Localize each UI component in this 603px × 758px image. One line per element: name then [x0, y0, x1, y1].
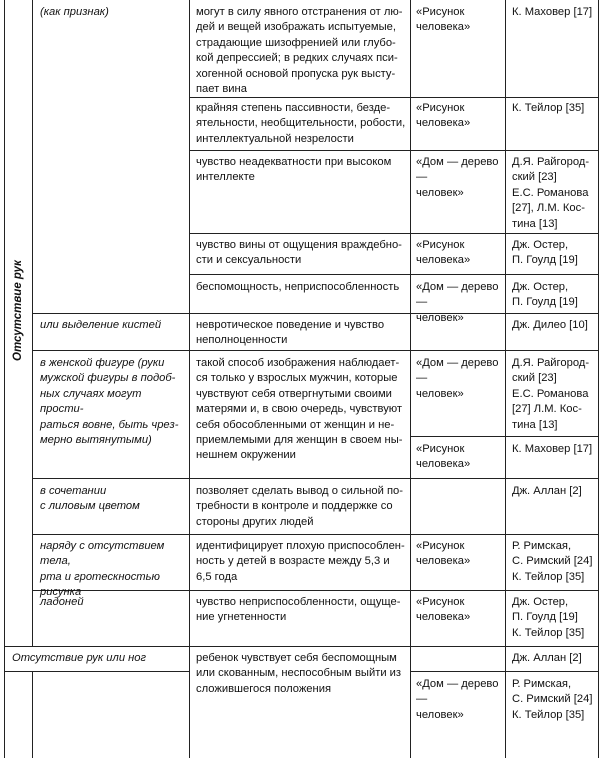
author-cell: Дж. Аллан [2] [512, 652, 582, 664]
table-border-feature [189, 0, 190, 758]
author-cell: Дж. Остер, П. Гоулд [19] [512, 281, 578, 309]
row-divider [4, 646, 599, 647]
feature-cell: (как признак) [40, 6, 109, 18]
row-divider [32, 350, 599, 351]
author-cell: Дж. Аллан [2] [512, 485, 582, 497]
author-cell: Р. Римская, С. Римский [24] К. Тейлор [35] [512, 540, 593, 583]
meaning-cell: крайняя степень пассивности, безде- ятельности, необщительности, робости, интеллектуальной незрелости [196, 102, 406, 145]
author-cell: Дж. Остер, П. Гоулд [19] К. Тейлор [35] [512, 596, 585, 639]
row-divider [189, 274, 599, 275]
test-cell: «Рисунок человека» [416, 443, 471, 471]
row-divider [189, 233, 599, 234]
author-cell: Д.Я. Райгород- ский [23] Е.С. Романова [27], Л.М. Кос- тина [13] [512, 156, 590, 230]
row-divider [32, 313, 599, 314]
meaning-cell: беспомощность, неприспособленность [196, 281, 400, 293]
meaning-cell: ребенок чувствует себя беспомощным или скованным, неспособным выйти из сложившегося положения [196, 652, 402, 695]
author-cell: К. Маховер [17] [512, 6, 593, 18]
test-cell: «Дом — дерево — человек» [416, 678, 499, 721]
meaning-cell: невротическое поведение и чувство неполноценности [196, 319, 385, 347]
feature-cell: в сочетании с лиловым цветом [40, 485, 140, 513]
meaning-cell: чувство вины от ощущения враждебно- сти и сексуальности [196, 239, 402, 267]
row-divider [32, 478, 599, 479]
row-divider [32, 534, 599, 535]
test-cell: «Дом — дерево — человек» [416, 156, 499, 199]
author-cell: Дж. Остер, П. Гоулд [19] [512, 239, 578, 267]
test-cell: «Рисунок человека» [416, 540, 471, 568]
meaning-cell: идентифицирует плохую приспособлен- ность у детей в возрасте между 5,3 и 6,5 года [196, 540, 405, 583]
test-cell: «Рисунок человека» [416, 596, 471, 624]
feature-cell: Отсутствие рук или ног [12, 652, 147, 664]
side-label: Отсутствие рук [12, 260, 24, 361]
table-border-side-label-lower [32, 671, 33, 758]
table-border-side-label [32, 0, 33, 647]
row-divider [410, 671, 599, 672]
feature-cell: ладоней [40, 596, 84, 608]
author-cell: Дж. Дилео [10] [512, 319, 588, 331]
author-cell: К. Маховер [17] [512, 443, 593, 455]
test-cell: «Дом — дерево — человек» [416, 281, 499, 324]
meaning-cell: чувство неадекватности при высоком интеллекте [196, 156, 392, 184]
table-border-test [505, 0, 506, 758]
author-cell: К. Тейлор [35] [512, 102, 585, 114]
table-border-right [598, 0, 599, 758]
row-divider [4, 671, 189, 672]
author-cell: Р. Римская, С. Римский [24] К. Тейлор [35] [512, 678, 593, 721]
test-cell: «Рисунок человека» [416, 6, 471, 34]
meaning-cell: чувство неприспособленности, ощуще- ние угнетенности [196, 596, 401, 624]
feature-cell: наряду с отсутствием тела, рта и гротескностью рисунка [40, 540, 165, 599]
test-cell: «Рисунок человека» [416, 239, 471, 267]
row-divider [410, 436, 599, 437]
row-divider [189, 150, 599, 151]
feature-cell: в женской фигуре (руки мужской фигуры в подоб- ных случаях могут прости- раться вовне, быть чрез- мерно вытянутыми) [40, 357, 179, 447]
feature-cell: или выделение кистей [40, 319, 162, 331]
table-border-meaning [410, 0, 411, 758]
test-cell: «Дом — дерево — человек» [416, 357, 499, 400]
test-cell: «Рисунок человека» [416, 102, 471, 130]
meaning-cell: могут в силу явного отстранения от лю- дей и вещей изображать испытуемые, страдающие шизофренией или глубо- кой депрессией; в редких случаях пси- хогенной основой пропуска рук высту- пает вина [196, 6, 403, 96]
meaning-cell: позволяет сделать вывод о сильной по- требности в контроле и поддержке со стороны других людей [196, 485, 403, 528]
author-cell: Д.Я. Райгород- ский [23] Е.С. Романова [27] Л.М. Кос- тина [13] [512, 357, 590, 431]
table-border-left [4, 0, 5, 758]
meaning-cell: такой способ изображения наблюдает- ся только у взрослых мужчин, которые чувствуют себя отвергнутыми своими матерями и, в свою очередь, чувствуют себя обособленными от женщин и не- приемлемыми для женщин в своем ны- нешнем окружении [196, 357, 403, 462]
